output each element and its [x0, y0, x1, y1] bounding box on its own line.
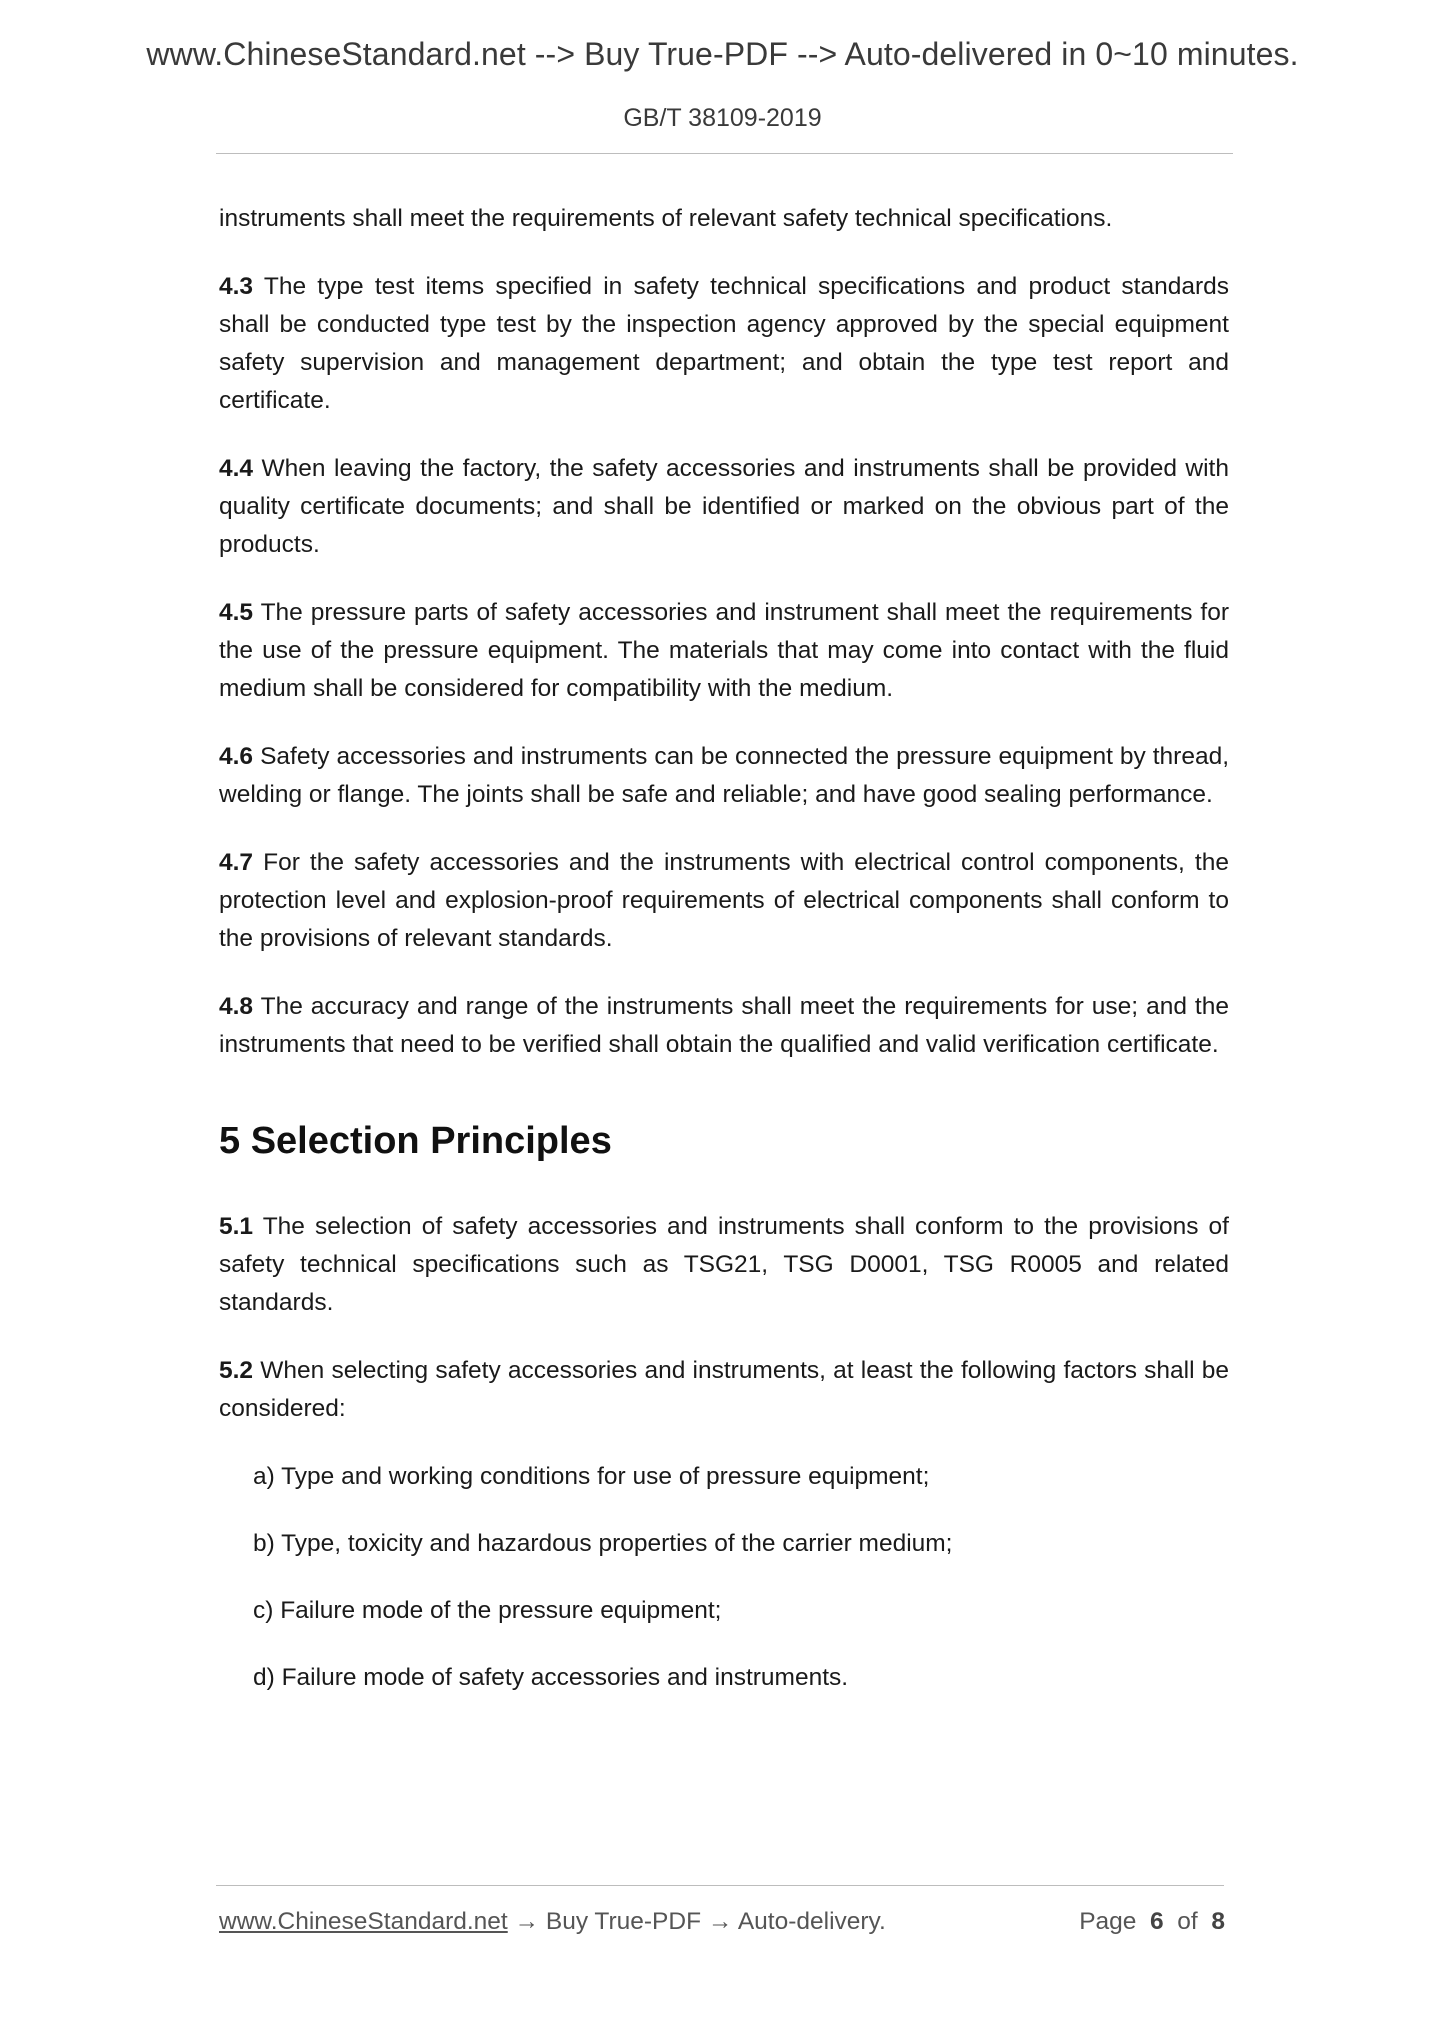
clause-4-6	[219, 738, 1229, 814]
clause-number: 5.2	[219, 1357, 254, 1384]
clause-4-5	[219, 594, 1229, 708]
clause-text: The accuracy and range of the instruments shall meet the requirements for use; and the instruments that need to be verified shall obtain the qualified and valid verification certificate.	[219, 993, 1229, 1058]
clause-number: 4.3	[219, 273, 254, 300]
footer-promo	[219, 1906, 886, 1938]
site-link[interactable]: www.ChineseStandard.net	[219, 1908, 508, 1935]
clause-text: When selecting safety accessories and instruments, at least the following factors shall be considered:	[219, 1357, 1230, 1422]
clause-number: 4.8	[219, 993, 254, 1020]
continuation-paragraph: instruments shall meet the requirements of relevant safety technical specifications.	[219, 205, 1113, 232]
clause-text: Safety accessories and instruments can be connected the pressure equipment by thread, welding or flange. The joints shall be safe and reliable; and have good sealing performance.	[219, 743, 1230, 808]
site-banner: www.ChineseStandard.net --> Buy True-PDF --> Auto-delivered in 0~10 minutes.	[146, 36, 1299, 72]
clause-number: 4.7	[219, 849, 254, 876]
page-current: 6	[1150, 1908, 1164, 1935]
page-total: 8	[1211, 1908, 1225, 1935]
footer-tagline: → Buy True-PDF → Auto-delivery.	[507, 1908, 886, 1935]
clause-text: The type test items specified in safety technical specifications and product standards shall be conducted type test by the inspection agency approved by the special equipment safety supervision and management department; and obtain the type test report and certificate.	[219, 273, 1229, 414]
clause-5-1	[219, 1208, 1229, 1322]
clause-text: The selection of safety accessories and instruments shall conform to the provisions of safety technical specifications such as TSG21, TSG D0001, TSG R0005 and related standards.	[219, 1213, 1229, 1316]
clause-text: The pressure parts of safety accessories and instrument shall meet the requirements for the use of the pressure equipment. The materials that may come into contact with the fluid medium shall be considered for compatibility with the medium.	[219, 599, 1229, 702]
clause-4-4	[219, 450, 1229, 564]
list-item: c) Failure mode of the pressure equipment;	[253, 1597, 722, 1624]
clause-number: 4.4	[219, 455, 254, 482]
clause-number: 5.1	[219, 1213, 254, 1240]
clause-4-3	[219, 268, 1229, 420]
clause-number: 4.5	[219, 599, 254, 626]
page-number	[1079, 1906, 1225, 1938]
list-item: a) Type and working conditions for use of pressure equipment;	[253, 1463, 930, 1490]
page-content	[219, 200, 1229, 1726]
section-heading: 5 Selection Principles	[219, 1120, 612, 1162]
clause-text: When leaving the factory, the safety accessories and instruments shall be provided with quality certificate documents; and shall be identified or marked on the obvious part of the products.	[219, 455, 1229, 558]
list-item: d) Failure mode of safety accessories and instruments.	[253, 1664, 849, 1691]
list-item: b) Type, toxicity and hazardous properties of the carrier medium;	[253, 1530, 953, 1557]
clause-5-2	[219, 1352, 1229, 1428]
page-of: of	[1177, 1908, 1198, 1935]
footer-divider	[216, 1885, 1224, 1886]
clause-number: 4.6	[219, 743, 254, 770]
standard-code: GB/T 38109-2019	[623, 104, 822, 132]
header-divider	[216, 153, 1233, 154]
clause-text: For the safety accessories and the instruments with electrical control components, the protection level and explosion-proof requirements of electrical components shall conform to the provisions of relevant standards.	[219, 849, 1229, 952]
page-label: Page	[1079, 1908, 1137, 1935]
clause-4-8	[219, 988, 1229, 1064]
clause-4-7	[219, 844, 1229, 958]
